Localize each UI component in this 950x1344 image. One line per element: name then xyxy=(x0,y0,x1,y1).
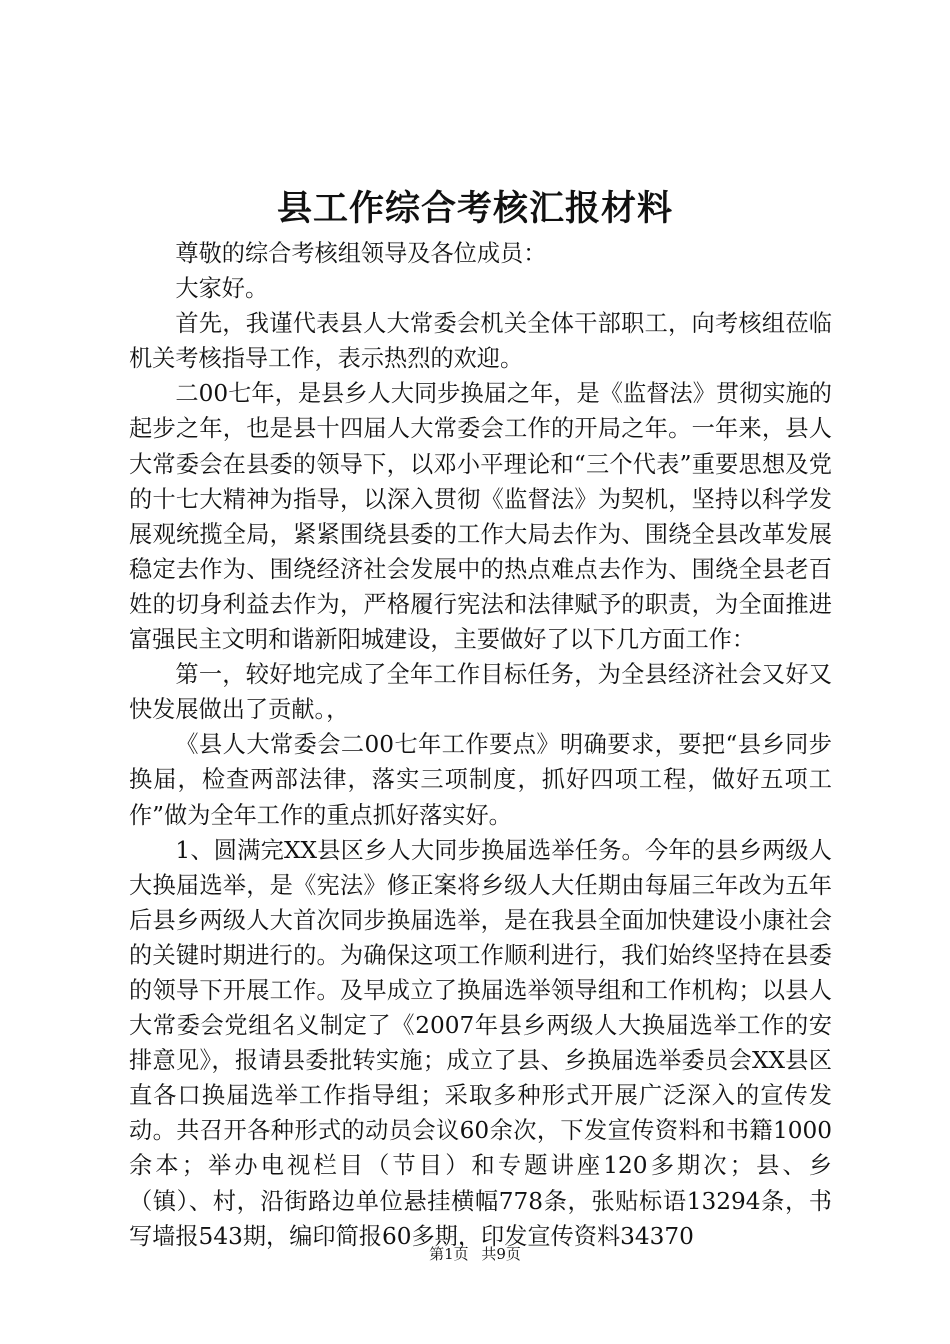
paragraph: 首先，我谨代表县人大常委会机关全体干部职工，向考核组莅临机关考核指导工作，表示热烈的欢迎。 xyxy=(129,310,832,373)
paragraph: 《县人大常委会二00七年工作要点》明确要求，要把“县乡同步换届，检查两部法律，落实三项制度，抓好四项工程，做好五项工作”做为全年工作的重点抓好落实好。 xyxy=(129,731,832,829)
paragraph: 第一，较好地完成了全年工作目标任务，为全县经济社会又好又快发展做出了贡献。， xyxy=(129,661,832,724)
document-title: 县工作综合考核汇报材料 xyxy=(276,188,673,229)
page-footer xyxy=(0,1244,950,1264)
page-number: 第1页 xyxy=(429,1245,469,1263)
greeting: 大家好。 xyxy=(175,275,269,303)
paragraph: 二00七年，是县乡人大同步换届之年，是《监督法》贯彻实施的起步之年，也是县十四届人大常委会工作的开局之年。一年来，县人大常委会在县委的领导下，以邓小平理论和“三个代表”重要思想及党的十七大精神为指导，以深入贯彻《监督法》为契机，坚持以科学发展观统揽全局，紧紧围绕县委的工作大局去作为、围绕全县改革发展稳定去作为、围绕经济社会发展中的热点难点去作为、围绕全县老百姓的切身利益去作为，严格履行宪法和法律赋予的职责，为全面推进富强民主文明和谐新阳城建设，主要做好了以下几方面工作： xyxy=(129,380,832,654)
page-total: 共9页 xyxy=(481,1245,521,1263)
salutation: 尊敬的综合考核组领导及各位成员： xyxy=(175,240,547,267)
paragraph: 1、圆满完XX县区乡人大同步换届选举任务。今年的县乡两级人大换届选举，是《宪法》修正案将乡级人大任期由每届三年改为五年后县乡两级人大首次同步换届选举，是在我县全面加快建设小康社会的关键时期进行的。为确保这项工作顺利进行，我们始终坚持在县委的领导下开展工作。及早成立了换届选举领导组和工作机构；以县人大常委会党组名义制定了《2007年县乡两级人大换届选举工作的安排意见》，报请县委批转实施；成立了县、乡换届选举委员会XX县区直各口换届选举工作指导组；采取多种形式开展广泛深入的宣传发动。共召开各种形式的动员会议60余次，下发宣传资料和书籍1000余本；举办电视栏目（节目）和专题讲座120多期次；县、乡（镇）、村，沿街路边单位悬挂横幅778条，张贴标语13294条，书写墙报543期，编印简报60多期，印发宣传资料34370 xyxy=(129,836,832,1250)
document-body xyxy=(129,236,832,1254)
